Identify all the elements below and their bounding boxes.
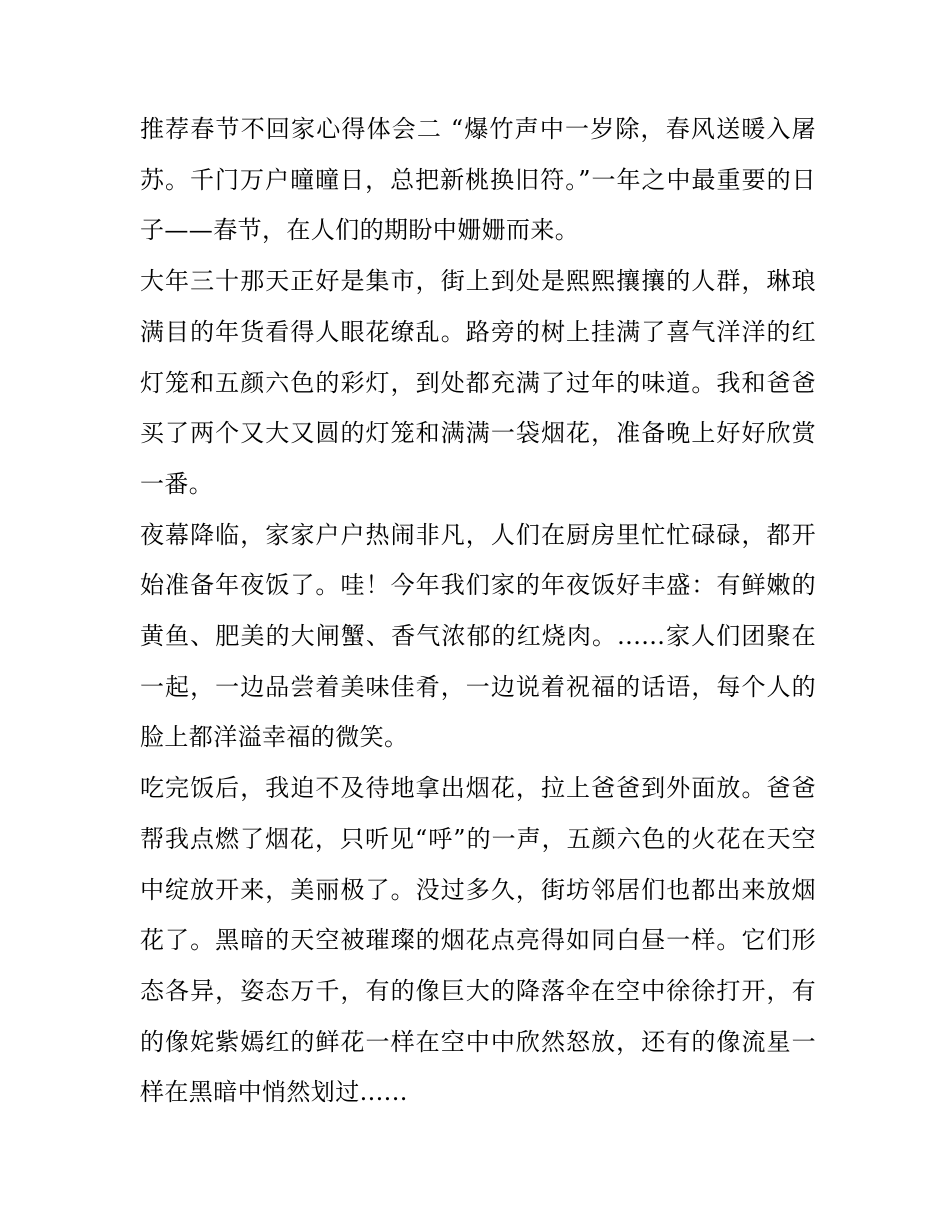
document-body [140,104,816,1118]
paragraph-2: 大年三十那天正好是集市，街上到处是熙熙攘攘的人群，琳琅满目的年货看得人眼花缭乱。路旁的树上挂满了喜气洋洋的红灯笼和五颜六色的彩灯，到处都充满了过年的味道。我和爸爸买了两个又大又圆的灯笼和满满一袋烟花，准备晚上好好欣赏一番。 [140,267,816,498]
paragraph-4: 吃完饭后，我迫不及待地拿出烟花，拉上爸爸到外面放。爸爸帮我点燃了烟花，只听见“呼”的一声，五颜六色的火花在天空中绽放开来，美丽极了。没过多久，街坊邻居们也都出来放烟花了。黑暗的天空被璀璨的烟花点亮得如同白昼一样。它们形态各异，姿态万千，有的像巨大的降落伞在空中徐徐打开，有的像姹紫嫣红的鲜花一样在空中中欣然怒放，还有的像流星一样在黑暗中悄然划过...... [140,774,816,1107]
paragraph-3: 夜幕降临，家家户户热闹非凡，人们在厨房里忙忙碌碌，都开始准备年夜饭了。哇！今年我们家的年夜饭好丰盛：有鲜嫩的黄鱼、肥美的大闸蟹、香气浓郁的红烧肉。......家人们团聚在一起，一边品尝着美味佳肴，一边说着祝福的话语，每个人的脸上都洋溢幸福的微笑。 [140,520,816,752]
paragraph-1: 推荐春节不回家心得体会二 “爆竹声中一岁除，春风送暖入屠苏。千门万户曈曈日，总把新桃换旧符。”一年之中最重要的日子——春节，在人们的期盼中姗姗而来。 [140,115,816,245]
